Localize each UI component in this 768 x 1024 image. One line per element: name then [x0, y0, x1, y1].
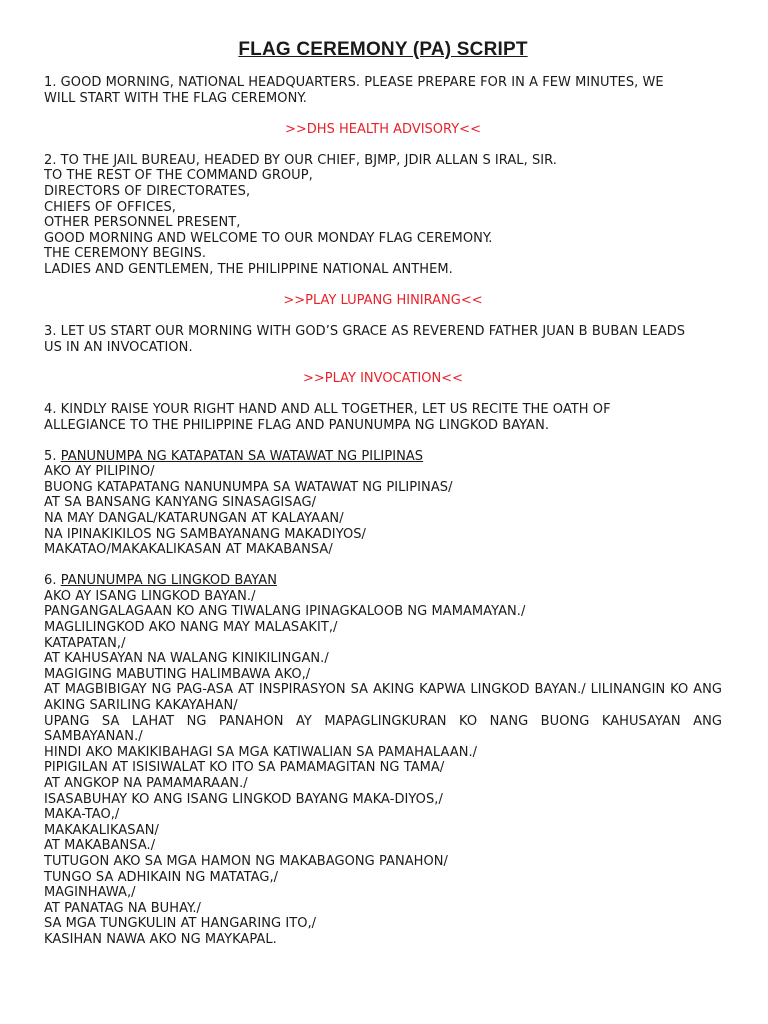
document-page — [44, 38, 722, 963]
oath-line: MAKAKALIKASAN/ — [44, 822, 159, 838]
paragraph-2-line: TO THE REST OF THE COMMAND GROUP, — [44, 168, 313, 184]
oath-line: ISASABUHAY KO ANG ISANG LINGKOD BAYANG MAKA-DIYOS,/ — [44, 791, 443, 807]
paragraph-3-line-1: 3. LET US START OUR MORNING WITH GOD’S GRACE AS REVEREND FATHER JUAN B BUBAN LEADS — [44, 324, 686, 340]
oath-line: PIPIGILAN AT ISISIWALAT KO ITO SA PAMAMAGITAN NG TAMA/ — [44, 760, 445, 776]
cue-play-anthem: >>PLAY LUPANG HINIRANG<< — [283, 293, 483, 309]
oath-line: MAGIGING MABUTING HALIMBAWA AKO,/ — [44, 666, 311, 682]
paragraph-2-line: THE CEREMONY BEGINS. — [44, 246, 206, 262]
paragraph-3-line-2: US IN AN INVOCATION. — [44, 339, 193, 355]
oath-justified-paragraph: UPANG SA LAHAT NG PANAHON AY MAPAGLINGKURAN KO NANG BUONG KAHUSAYAN ANG SAMBAYANAN./ — [44, 713, 722, 745]
oath-line: AT ANGKOP NA PAMAMARAAN./ — [44, 775, 248, 791]
oath-line: AT KAHUSAYAN NA WALANG KINIKILINGAN./ — [44, 651, 329, 667]
oath-line: AT MAKABANSA./ — [44, 838, 156, 854]
paragraph-2-line: GOOD MORNING AND WELCOME TO OUR MONDAY FLAG CEREMONY. — [44, 230, 493, 246]
cue-play-invocation: >>PLAY INVOCATION<< — [302, 370, 464, 386]
section-5-heading-line — [44, 449, 722, 465]
oath-line: BUONG KATAPATANG NANUNUMPA SA WATAWAT NG PILIPINAS/ — [44, 479, 453, 495]
oath-line: AT SA BANSANG KANYANG SINASAGISAG/ — [44, 495, 317, 511]
cue-health-advisory: >>DHS HEALTH ADVISORY<< — [285, 121, 481, 137]
paragraph-2 — [44, 153, 722, 278]
oath-line: MAGINHAWA,/ — [44, 885, 136, 901]
oath-line: HINDI AKO MAKIKIBAHAGI SA MGA KATIWALIAN SA PAMAHALAAN./ — [44, 744, 478, 760]
paragraph-4 — [44, 402, 722, 433]
oath-line: TUTUGON AKO SA MGA HAMON NG MAKABAGONG PANAHON/ — [44, 853, 448, 869]
oath-line: NA MAY DANGAL/KATARUNGAN AT KALAYAAN/ — [44, 510, 344, 526]
paragraph-1-line-2: WILL START WITH THE FLAG CEREMONY. — [44, 90, 307, 106]
oath-line: PANGANGALAGAAN KO ANG TIWALANG IPINAGKALOOB NG MAMAMAYAN./ — [44, 604, 526, 620]
section-6-number: 6. — [44, 573, 61, 589]
paragraph-4-line-1: 4. KINDLY RAISE YOUR RIGHT HAND AND ALL TOGETHER, LET US RECITE THE OATH OF — [44, 401, 611, 417]
paragraph-2-line: CHIEFS OF OFFICES, — [44, 199, 176, 215]
oath-line: TUNGO SA ADHIKAIN NG MATATAG,/ — [44, 869, 279, 885]
paragraph-1 — [44, 75, 722, 106]
paragraph-2-line: DIRECTORS OF DIRECTORATES, — [44, 183, 251, 199]
oath-line: MAGLILINGKOD AKO NANG MAY MALASAKIT,/ — [44, 620, 338, 636]
section-5-number: 5. — [44, 448, 61, 464]
oath-justified-paragraph: AT MAGBIBIGAY NG PAG-ASA AT INSPIRASYON SA AKING KAPWA LINGKOD BAYAN./ LILINANGIN KO ANG AKING SARILING KAKAYAHAN/ — [44, 682, 722, 713]
paragraph-2-line: 2. TO THE JAIL BUREAU, HEADED BY OUR CHIEF, BJMP, JDIR ALLAN S IRAL, SIR. — [44, 152, 557, 168]
oath-line: NA IPINAKIKILOS NG SAMBAYANANG MAKADIYOS/ — [44, 526, 366, 542]
oath-line: AT PANATAG NA BUHAY./ — [44, 900, 201, 916]
section-5-heading: PANUNUMPA NG KATAPATAN SA WATAWAT NG PILIPINAS — [60, 448, 424, 464]
page-title: FLAG CEREMONY (PA) SCRIPT — [238, 39, 528, 60]
section-6-oath-civil-servant — [44, 573, 722, 947]
paragraph-4-line-2: ALLEGIANCE TO THE PHILIPPINE FLAG AND PANUNUMPA NG LINGKOD BAYAN. — [44, 417, 550, 433]
oath-line: AKO AY PILIPINO/ — [44, 464, 155, 480]
paragraph-3 — [44, 324, 722, 355]
paragraph-2-line: OTHER PERSONNEL PRESENT, — [44, 215, 241, 231]
oath-line: MAKATAO/MAKAKALIKASAN AT MAKABANSA/ — [44, 542, 333, 558]
section-6-heading-line — [44, 573, 722, 589]
oath-line: SA MGA TUNGKULIN AT HANGARING ITO,/ — [44, 916, 317, 932]
oath-line: KASIHAN NAWA AKO NG MAYKAPAL. — [44, 931, 277, 947]
oath-line: AKO AY ISANG LINGKOD BAYAN./ — [44, 588, 256, 604]
oath-line: KATAPATAN,/ — [44, 635, 126, 651]
paragraph-1-line-1: 1. GOOD MORNING, NATIONAL HEADQUARTERS. PLEASE PREPARE FOR IN A FEW MINUTES, WE — [44, 75, 664, 90]
section-5-oath-flag — [44, 449, 722, 558]
section-6-heading: PANUNUMPA NG LINGKOD BAYAN — [60, 573, 277, 589]
paragraph-2-line: LADIES AND GENTLEMEN, THE PHILIPPINE NATIONAL ANTHEM. — [44, 261, 453, 277]
oath-line: MAKA-TAO,/ — [44, 807, 120, 823]
